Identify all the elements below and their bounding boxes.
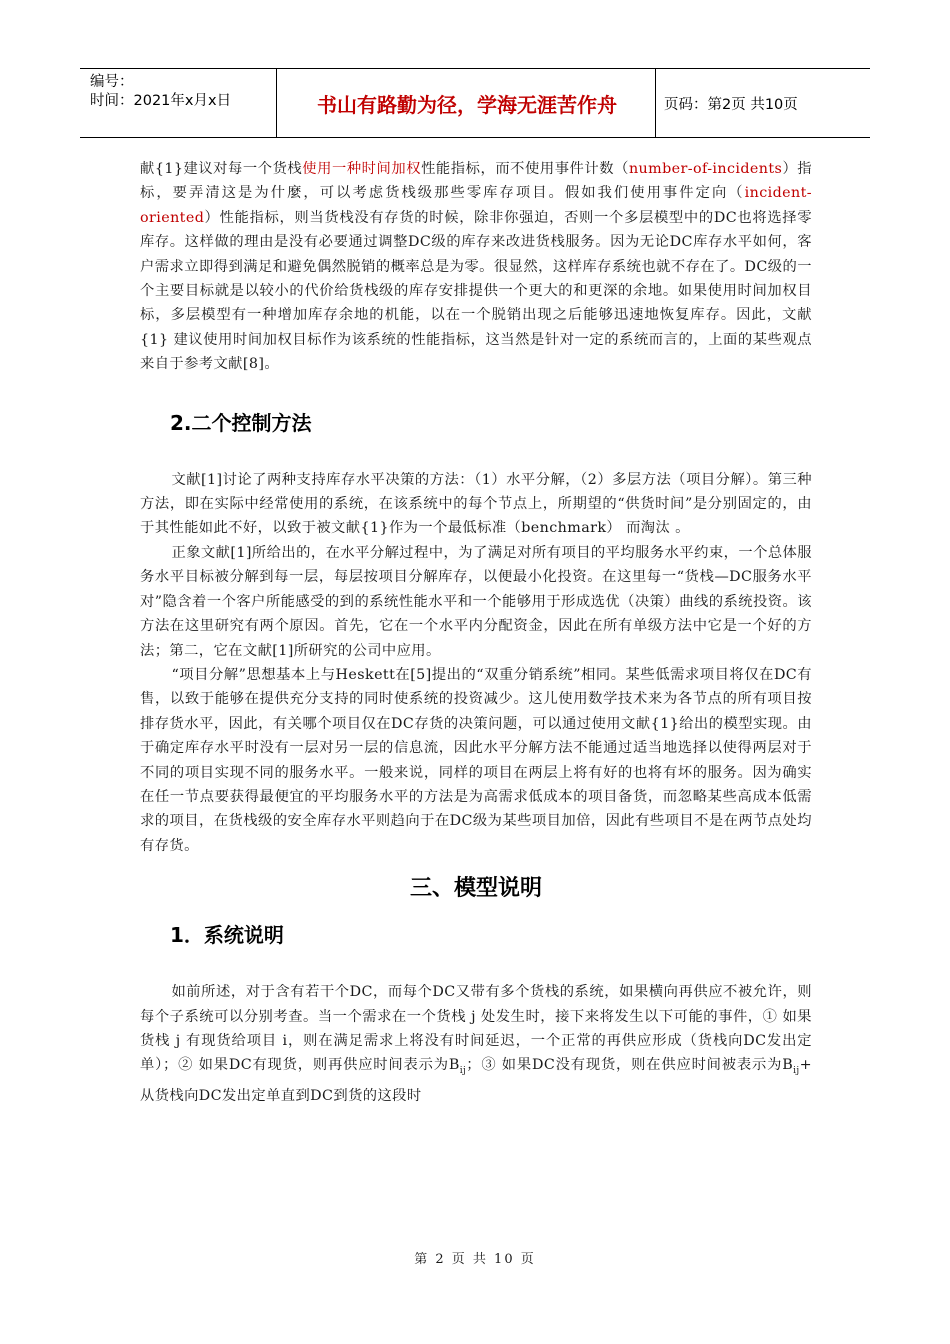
para-text: ；③ 如果DC没有现货，则在供应时间被表示为 xyxy=(466,1057,783,1074)
para-text: + 从货栈向DC发出定单直到DC到货的这段时 xyxy=(140,1057,812,1104)
section-title-model: 三、模型说明 xyxy=(409,876,542,902)
header-table xyxy=(80,68,870,138)
para-text: 献{1}建议对每一个货栈 xyxy=(140,161,303,177)
symbol-subscript: ij xyxy=(459,1066,467,1077)
para-highlight: 使用一种时间加权 xyxy=(302,161,422,177)
body-paragraph-performance xyxy=(140,157,812,377)
para-text: ）性能指标，则当货栈没有存货的时候，除非你强迫，否则一个多层模型中的DC也将选择零库存。这样做的理由是没有必要通过调整DC级的库存来改进货栈服务。因为无论DC库存水平如何，客户需求立即得到满足和避免偶然脱销的概率总是为零。很显然，这样库存系统也就不存在了。DC级的一个主要目标就是以较小的代价给货栈级的库存安排提供一个更大的和更深的余地。如果使用时间加权目标，多层模型有一种增加库存余地的机能，以在一个脱销出现之后能够迅速地恢复库存。因此，文献{1} 建议使用时间加权目标作为该系统的性能指标，这当然是针对一定的系统而言的，上面的某些观点来自于参考文献[8]。 xyxy=(140,209,812,373)
symbol-b: B xyxy=(782,1057,794,1074)
page-footer: 第 2 页 共 10 页 xyxy=(414,1252,536,1267)
header-number-label: 编号： xyxy=(90,74,134,90)
para-text: 如前所述，对于含有若干个DC，而每个DC又带有多个货栈的系统，如果横向再供应不被允许，则每个子系统可以分别考查。当一个需求在一个货栈 j 处发生时，接下来将发生以下可能的事件，① 如果货栈 j 有现货给项目 i，则在满足需求上将没有时间延迟，一个正常的再供应形成（货栈向DC发出定单）；② 如果DC有现货，则再供应时间表示为 xyxy=(140,984,812,1074)
para-text: ）指标，要弄清这是为什麼，可以考虑货栈级那些零库存项目。假如我们使用事件定向（ xyxy=(140,161,812,202)
para-text: 性能指标，而不使用事件计数（ xyxy=(421,161,629,177)
header-time-label: 时间：2021年x月x日 xyxy=(90,93,232,109)
header-motto: 书山有路勤为径，学海无涯苦作舟 xyxy=(317,92,617,117)
sub-heading-system-description: 1．系统说明 xyxy=(170,923,284,948)
body-paragraph-methods: 文献[1]讨论了两种支持库存水平决策的方法：（1）水平分解，（2）多层方法（项目分解）。第三种方法，即在实际中经常使用的系统，在该系统中的每个节点上，所期望的“供货时间”是分别固定的，由于其性能如此不好，以致于被文献{1}作为一个最低标准（benchmark） 而淘汰 。 xyxy=(140,471,812,537)
para-highlight: incident-oriented xyxy=(140,185,812,226)
symbol-b: B xyxy=(448,1057,460,1074)
body-paragraph-system xyxy=(140,980,812,1108)
header-divider-left xyxy=(276,69,277,137)
para-highlight: number-of-incidents xyxy=(628,161,783,177)
header-meta xyxy=(90,73,231,111)
page-body xyxy=(140,157,812,1108)
section-heading-control-methods: 2.二个控制方法 xyxy=(170,410,312,435)
header-divider-right xyxy=(655,69,656,137)
body-paragraph-item-decomposition: “项目分解”思想基本上与Heskett在[5]提出的“双重分销系统”相同。某些低需求项目将仅在DC有售，以致于能够在提供充分支持的同时使系统的投资减少。这儿使用数学技术来为各节点的所有项目按排存货水平，因此，有关哪个项目仅在DC存货的决策问题，可以通过使用文献{1}给出的模型实现。由于确定库存水平时没有一层对另一层的信息流，因此水平分解方法不能通过适当地选择以使得两层对于不同的项目实现不同的服务水平。一般来说，同样的项目在两层上将有好的也将有坏的服务。因为确实在任一节点要获得最便宜的平均服务水平的方法是为高需求低成本的项目备货，而忽略某些高成本低需求的项目，在货栈级的安全库存水平则趋向于在DC级为某些项目加倍，因此有些项目不是在两节点处均有存货。 xyxy=(140,666,812,854)
header-page-info: 页码：第2页 共10页 xyxy=(664,96,798,113)
symbol-subscript: ij xyxy=(793,1066,800,1077)
body-paragraph-horizontal: 正象文献[1]所给出的，在水平分解过程中，为了满足对所有项目的平均服务水平约束，一个总体服务水平目标被分解到每一层，每层按项目分解库存，以便最小化投资。在这里每一“货栈—DC服务水平对”隐含着一个客户所能感受的到的系统性能水平和一个能够用于形成选优（决策）曲线的系统投资。该方法在这里研究有两个原因。首先，它在一个水平内分配资金，因此在所有单级方法中它是一个好的方法；第二，它在文献[1]所研究的公司中应用。 xyxy=(140,544,812,659)
